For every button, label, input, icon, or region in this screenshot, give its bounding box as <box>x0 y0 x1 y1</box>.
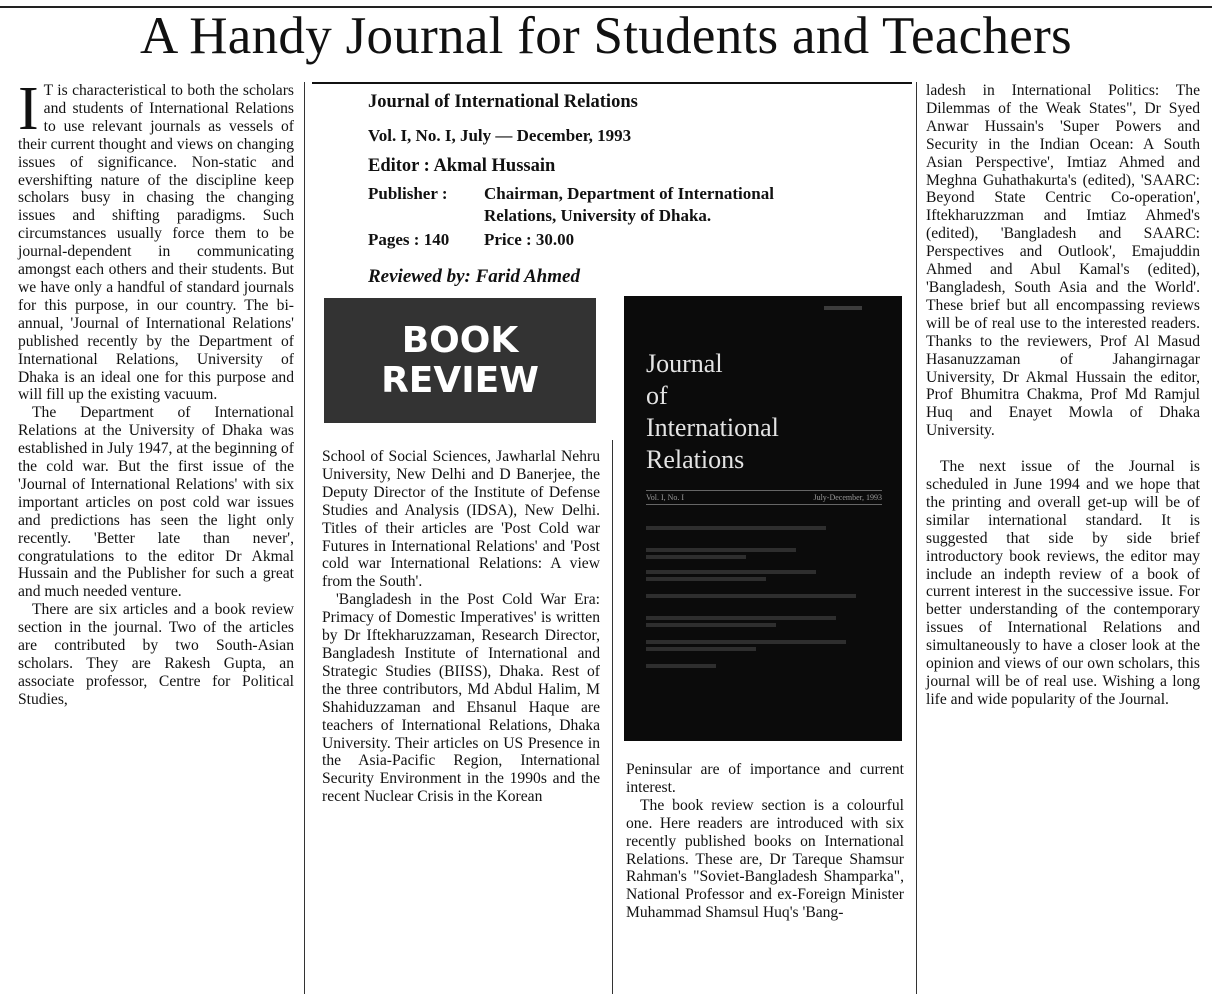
drop-cap: I <box>18 75 39 143</box>
paragraph: The next issue of the Journal is scheduled in June 1994 and we hope that the printing and overall get-up will be of similar international standard. It is suggested that side by side brief introductory book reviews, the editor may include an indepth review of a book of current interest in the successive issue. For better understanding of the contemporary issues of International Relations and simultaneously to have a closer look at the opinion and views of our own scholars, this journal will be of real use. Wishing a long life and wide popularity of the Journal. <box>926 458 1200 708</box>
cover-corner-mark <box>824 306 862 310</box>
publisher-label: Publisher : <box>368 184 448 203</box>
banner-line-1: BOOK <box>401 319 519 361</box>
article-column-4 <box>926 82 1200 709</box>
column-divider-3 <box>916 82 917 994</box>
price-info: Price : 30.00 <box>484 230 575 249</box>
reviewer-byline: Reviewed by: Farid Ahmed <box>368 266 580 287</box>
pages-info: Pages : 140 <box>368 230 450 249</box>
cover-contents-line <box>646 594 856 598</box>
cover-contents-line <box>646 664 716 668</box>
paragraph: T is characteristical to both the scholars and students of International Relations to use relevant journals as vessels of their current thought and views on changing issues of significance. Non-static and evershifting nature of the discipline keep scholars busy in chasing the changing issues and shifting paradigms. Such circumstances usually force them to be journal-dependent in communicating amongst each others and their students. But we have only a handful of standard journals for this purpose, in our country. The bi-annual, 'Journal of International Relations' published recently by the Department of International Relations, University of Dhaka is an ideal one for this purpose and will fill up the existing vacuum. <box>18 82 294 404</box>
banner-line-2: REVIEW <box>381 359 539 401</box>
cover-dates: July-December, 1993 <box>813 493 882 502</box>
column-divider-1 <box>304 82 305 994</box>
paragraph: Peninsular are of importance and current interest. <box>626 761 904 796</box>
volume-info: Vol. I, No. I, July — December, 1993 <box>368 126 632 145</box>
journal-title: Journal of International Relations <box>368 92 638 112</box>
cover-contents-line <box>646 548 796 552</box>
paragraph: The book review section is a colourful one. Here readers are introduced with six recently published books on International Relations. These are, Dr Tareque Shamsur Rahman's "Soviet-Bangladesh Shamparka", National Professor and ex-Foreign Minister Muhammad Shamsul Huq's 'Bang- <box>626 796 904 922</box>
paragraph: The Department of International Relations at the University of Dhaka was established in July 1947, at the beginning of the cold war. But the first issue of the 'Journal of International Relations' with six important articles on post cold war issues and predictions has seen the light only recently. 'Better late than never', congratulations to the editor Dr Akmal Hussain and the Publisher for such a great and much needed venture. <box>18 404 294 601</box>
cover-volume: Vol. I, No. I <box>646 493 685 502</box>
journal-info-box <box>312 82 912 289</box>
paragraph: 'Bangladesh in the Post Cold War Era: Primacy of Domestic Imperatives' is written by Dr Iftekharuzzaman, Research Director, Bangladesh Institute of International and Strategic Studies (BIISS), Dhaka. Rest of the three contributors, Md Abdul Halim, M Shahiduzzaman and Ehsanul Haque are teachers of International Relations, Dhaka University. Their articles on US Presence in the Asia-Pacific Region, International Security Environment in the 1990s and the recent Nuclear Crisis in the Korean <box>322 591 600 806</box>
journal-cover-image <box>624 296 902 741</box>
cover-title-line: Journal <box>646 349 723 378</box>
cover-contents-line <box>646 555 746 559</box>
cover-title <box>646 348 779 476</box>
column-divider-2 <box>612 440 613 994</box>
cover-title-line: International <box>646 413 779 442</box>
article-column-2 <box>322 448 600 806</box>
article-column-3 <box>626 761 904 922</box>
cover-contents-line <box>646 570 816 574</box>
cover-contents-line <box>646 616 836 620</box>
editor-info: Editor : Akmal Hussain <box>368 156 556 176</box>
cover-meta-bar <box>646 490 882 505</box>
paragraph: School of Social Sciences, Jawharlal Nehru University, New Delhi and D Banerjee, the Deputy Director of the Institute of Defense Studies and Analysis (IDSA), New Delhi. Titles of their articles are 'Post Cold war Futures in International Relations' and 'Post cold war International Relations: A view from the South'. <box>322 448 600 591</box>
page-headline: A Handy Journal for Students and Teachers <box>140 7 1072 65</box>
book-review-banner <box>324 298 596 423</box>
publisher-line-1: Chairman, Department of International <box>484 184 774 203</box>
cover-contents-line <box>646 640 846 644</box>
article-column-1 <box>18 75 294 709</box>
cover-contents-line <box>646 623 776 627</box>
paragraph: There are six articles and a book review section in the journal. Two of the articles are contributed by two South-Asian scholars. They are Rakesh Gupta, an associate professor, Centre for Political Studies, <box>18 601 294 708</box>
cover-title-line: of <box>646 381 668 410</box>
publisher-line-2: Relations, University of Dhaka. <box>484 206 712 225</box>
cover-contents-line <box>646 577 766 581</box>
cover-contents-line <box>646 647 756 651</box>
cover-contents-line <box>646 526 826 530</box>
paragraph: ladesh in International Politics: The Dilemmas of the Weak States", Dr Syed Anwar Hussain's 'Super Powers and Security in the Indian Ocean: A South Asian Perspective', Imtiaz Ahmed and Meghna Guhathakurta's (edited), 'SAARC: Beyond State Centric Co-operation', Iftekharuzzman and Imtiaz Ahmed's (edited), 'Bangladesh and SAARC: Perspectives and Outlook', Emajuddin Ahmed and Abul Kamal's (edited), 'Bangladesh, South Asia and the World'. These brief but all encompassing reviews will be of real use to the interested readers. Thanks to the reviewers, Prof Al Masud Hasanuzzaman of Jahangirnagar University, Dr Akmal Hussain the editor, Prof Bhumitra Chakma, Prof Md Ramjul Huq and Enayet Mowla of Dhaka University. <box>926 82 1200 440</box>
cover-title-line: Relations <box>646 445 745 474</box>
